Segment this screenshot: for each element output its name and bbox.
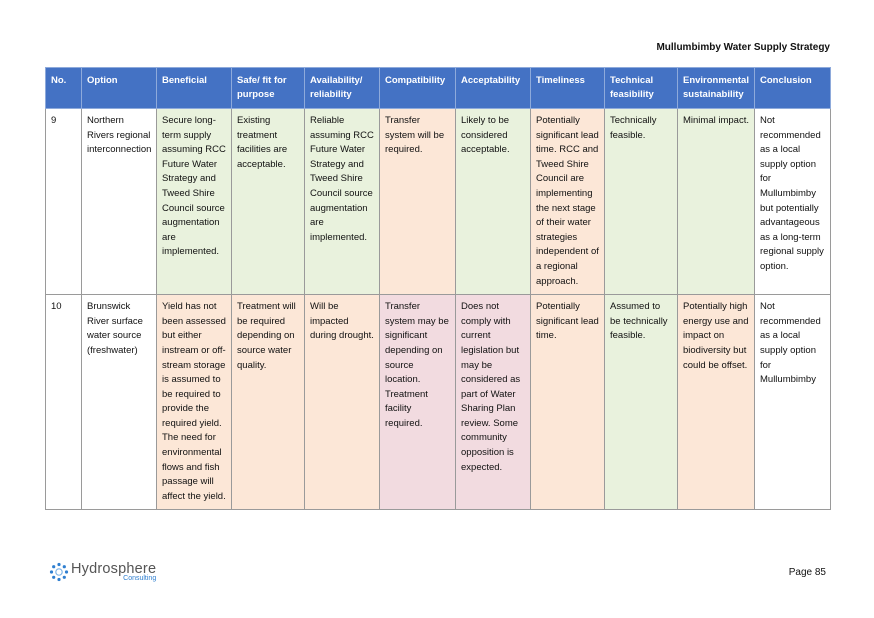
cell-option: Northern Rivers regional interconnection xyxy=(82,109,157,295)
cell-timeliness: Potentially significant lead time. xyxy=(531,295,605,510)
cell-environmental: Potentially high energy use and impact on biodiversity but could be offset. xyxy=(678,295,755,510)
cell-no: 9 xyxy=(46,109,82,295)
cell-conclusion: Not recommended as a local supply option for Mullumbimby xyxy=(755,295,831,510)
evaluation-table xyxy=(45,67,831,510)
logo-name: Hydrosphere xyxy=(71,561,157,577)
cell-beneficial: Yield has not been assessed but either instream or off-stream storage is assumed to be required to provide the required yield. The need for environmental flows and fish passage will affect the yield. xyxy=(157,295,232,510)
cell-technical: Technically feasible. xyxy=(605,109,678,295)
column-header-timeliness: Timeliness xyxy=(531,68,605,109)
logo-subtitle: Consulting xyxy=(123,575,157,582)
cell-availability: Will be impacted during drought. xyxy=(305,295,380,510)
column-header-no: No. xyxy=(46,68,82,109)
table-row xyxy=(46,295,831,510)
cell-conclusion: Not recommended as a local supply option for Mullumbimby but potentially advantageous as a long-term regional supply option. xyxy=(755,109,831,295)
column-header-acceptability: Acceptability xyxy=(456,68,531,109)
table-header-row xyxy=(46,68,831,109)
table-row xyxy=(46,109,831,295)
column-header-conclusion: Conclusion xyxy=(755,68,831,109)
company-logo xyxy=(49,562,156,582)
cell-safe: Existing treatment facilities are acceptable. xyxy=(232,109,305,295)
document-title: Mullumbimby Water Supply Strategy xyxy=(656,42,830,53)
cell-acceptability: Likely to be considered acceptable. xyxy=(456,109,531,295)
cell-availability: Reliable assuming RCC Future Water Strategy and Tweed Shire Council source augmentation are implemented. xyxy=(305,109,380,295)
cell-acceptability: Does not comply with current legislation but may be considered as part of Water Sharing Plan review. Some community opposition is expected. xyxy=(456,295,531,510)
column-header-environmental: Environmental sustainability xyxy=(678,68,755,109)
cell-environmental: Minimal impact. xyxy=(678,109,755,295)
column-header-beneficial: Beneficial xyxy=(157,68,232,109)
column-header-option: Option xyxy=(82,68,157,109)
cell-beneficial: Secure long-term supply assuming RCC Future Water Strategy and Tweed Shire Council source augmentation are implemented. xyxy=(157,109,232,295)
column-header-availability: Availability/ reliability xyxy=(305,68,380,109)
cell-option: Brunswick River surface water source (freshwater) xyxy=(82,295,157,510)
cell-compatibility: Transfer system will be required. xyxy=(380,109,456,295)
cell-compatibility: Transfer system may be significant depending on source location. Treatment facility required. xyxy=(380,295,456,510)
hydrosphere-logo-icon xyxy=(49,562,69,582)
cell-timeliness: Potentially significant lead time. RCC and Tweed Shire Council are implementing the next stage of their water strategies independent of a regional approach. xyxy=(531,109,605,295)
column-header-safe: Safe/ fit for purpose xyxy=(232,68,305,109)
cell-technical: Assumed to be technically feasible. xyxy=(605,295,678,510)
cell-no: 10 xyxy=(46,295,82,510)
column-header-technical: Technical feasibility xyxy=(605,68,678,109)
page-number: Page 85 xyxy=(788,567,826,578)
column-header-compatibility: Compatibility xyxy=(380,68,456,109)
cell-safe: Treatment will be required depending on source water quality. xyxy=(232,295,305,510)
